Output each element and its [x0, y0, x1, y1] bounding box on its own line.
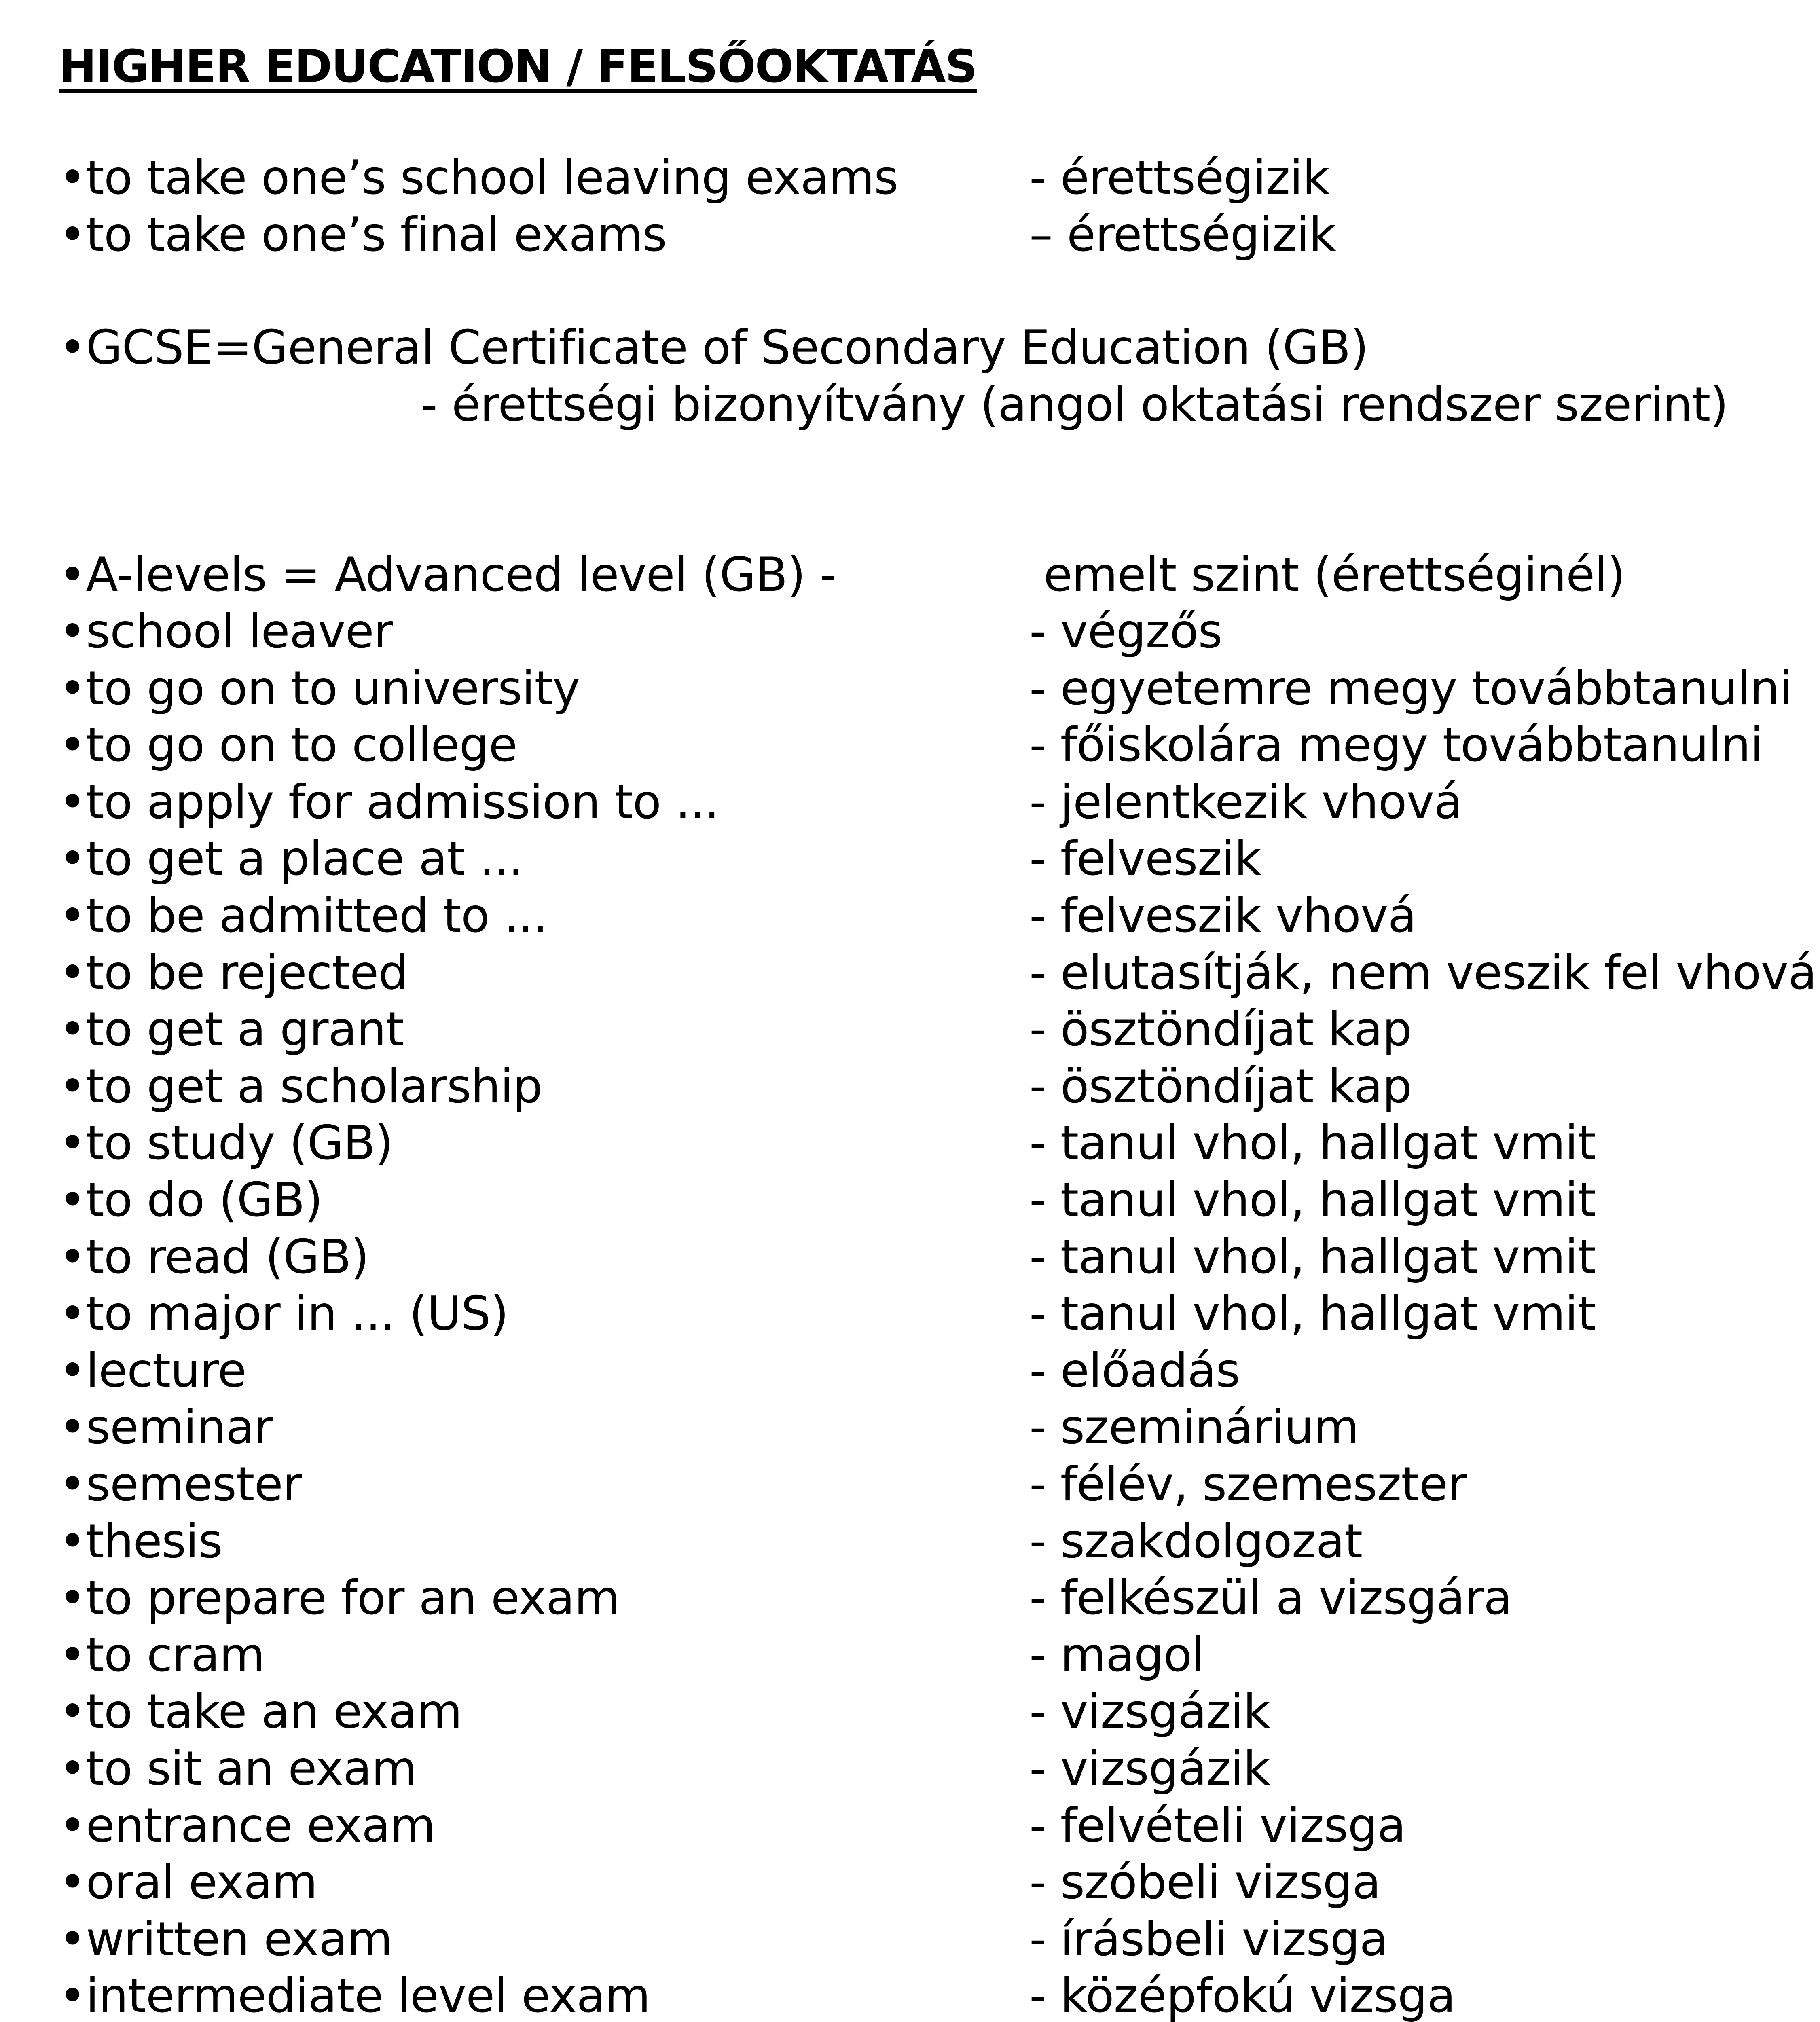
- term-english: •to cram: [59, 1627, 265, 1682]
- term-english: •to apply for admission to ...: [59, 774, 719, 829]
- term-english: •to get a scholarship: [59, 1059, 542, 1114]
- term-english: •intermediate level exam: [59, 1969, 650, 2022]
- term-english: •to be admitted to ...: [59, 888, 548, 943]
- term-hungarian: - szóbeli vizsga: [1029, 1855, 1381, 1910]
- term-english: •to do (GB): [59, 1173, 323, 1227]
- term-hungarian: - vizsgázik: [1029, 1684, 1270, 1739]
- term-english: •to prepare for an exam: [59, 1571, 620, 1626]
- term-english: •seminar: [59, 1400, 273, 1455]
- term-hungarian: - tanul vhol, hallgat vmit: [1029, 1173, 1596, 1227]
- term-hungarian: – érettségizik: [1029, 207, 1336, 262]
- term-hungarian: - érettségi bizonyítvány (angol oktatási rendszer szerint): [421, 377, 1728, 432]
- term-hungarian: - félév, szemeszter: [1029, 1457, 1467, 1512]
- term-hungarian: - szeminárium: [1029, 1400, 1359, 1455]
- term-english: •to go on to university: [59, 661, 580, 716]
- term-hungarian: - végzős: [1029, 604, 1222, 659]
- term-hungarian: - felveszik vhová: [1029, 888, 1416, 943]
- term-hungarian: - tanul vhol, hallgat vmit: [1029, 1229, 1596, 1284]
- term-hungarian: - felkészül a vizsgára: [1029, 1571, 1512, 1626]
- term-hungarian: - magol: [1029, 1627, 1204, 1682]
- term-english: •GCSE=General Certificate of Secondary Education (GB): [59, 320, 1369, 375]
- term-english: •to sit an exam: [59, 1741, 417, 1796]
- term-hungarian: - elutasítják, nem veszik fel vhová: [1029, 945, 1817, 1000]
- term-hungarian: - érettségizik: [1029, 150, 1329, 205]
- term-hungarian: - felvételi vizsga: [1029, 1798, 1406, 1853]
- term-english: •to be rejected: [59, 945, 408, 1000]
- term-english: •thesis: [59, 1514, 222, 1569]
- term-hungarian: emelt szint (érettséginél): [1043, 548, 1625, 602]
- term-english: •school leaver: [59, 604, 393, 659]
- term-english: •oral exam: [59, 1855, 317, 1910]
- term-english: •to get a place at ...: [59, 831, 523, 886]
- term-hungarian: - középfokú vizsga: [1029, 1969, 1456, 2022]
- term-english: •to get a grant: [59, 1002, 404, 1057]
- term-english: •entrance exam: [59, 1798, 436, 1853]
- term-hungarian: - főiskolára megy továbbtanulni: [1029, 718, 1763, 773]
- term-english: •to take one’s school leaving exams: [59, 150, 898, 205]
- term-english: •to read (GB): [59, 1229, 369, 1284]
- term-hungarian: - felveszik: [1029, 831, 1261, 886]
- term-english: •to take one’s final exams: [59, 207, 667, 262]
- term-english: •written exam: [59, 1912, 392, 1967]
- term-hungarian: - előadás: [1029, 1343, 1240, 1398]
- term-english: •A-levels = Advanced level (GB) -: [59, 548, 836, 602]
- page-title: HIGHER EDUCATION / FELSŐOKTATÁS: [59, 40, 977, 93]
- term-english: •to go on to college: [59, 718, 517, 773]
- term-hungarian: - ösztöndíjat kap: [1029, 1002, 1412, 1057]
- term-english: •semester: [59, 1457, 302, 1512]
- term-english: •lecture: [59, 1343, 246, 1398]
- term-hungarian: - jelentkezik vhová: [1029, 774, 1462, 829]
- term-hungarian: - írásbeli vizsga: [1029, 1912, 1388, 1967]
- term-english: •to study (GB): [59, 1116, 393, 1171]
- term-hungarian: - tanul vhol, hallgat vmit: [1029, 1116, 1596, 1171]
- term-hungarian: - vizsgázik: [1029, 1741, 1270, 1796]
- term-hungarian: - egyetemre megy továbbtanulni: [1029, 661, 1792, 716]
- term-hungarian: - szakdolgozat: [1029, 1514, 1363, 1569]
- term-hungarian: - tanul vhol, hallgat vmit: [1029, 1286, 1596, 1341]
- term-english: •to take an exam: [59, 1684, 462, 1739]
- term-english: •to major in ... (US): [59, 1286, 508, 1341]
- term-hungarian: - ösztöndíjat kap: [1029, 1059, 1412, 1114]
